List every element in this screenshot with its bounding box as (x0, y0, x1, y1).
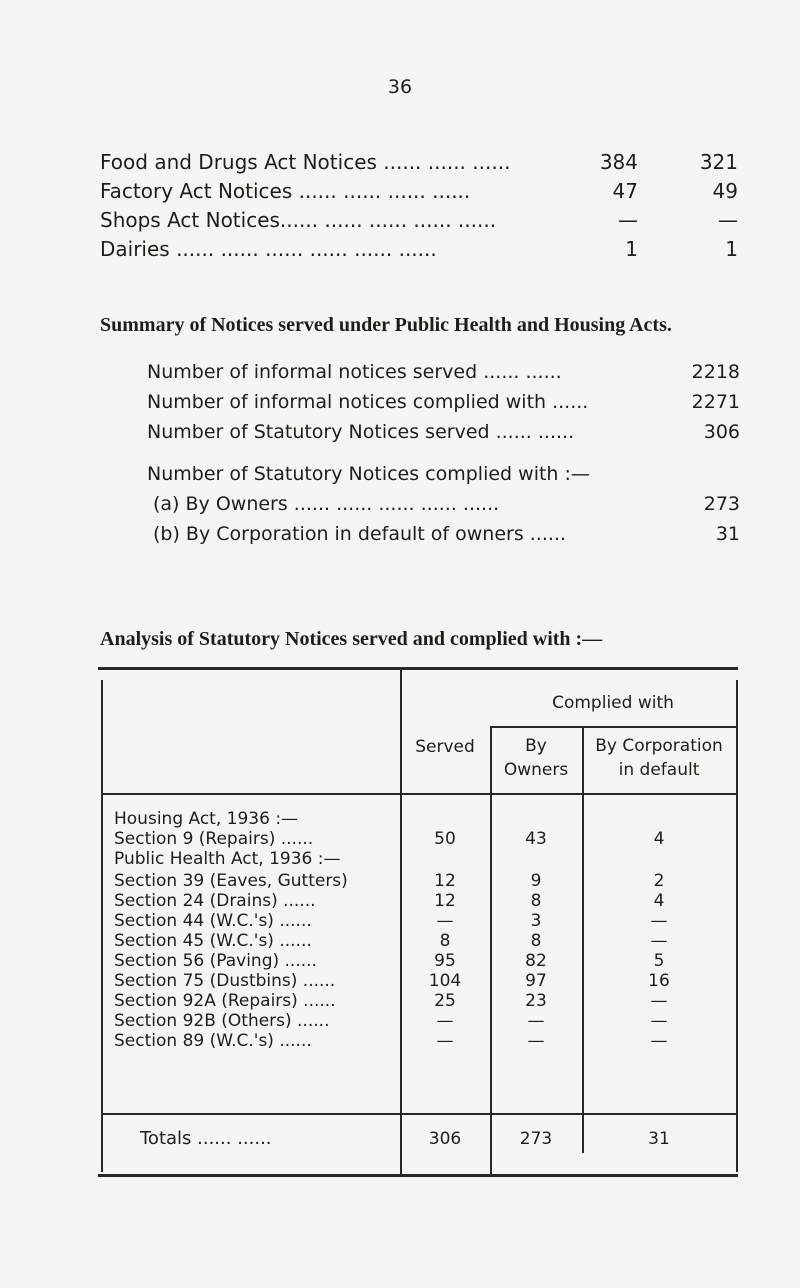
summary-list (147, 361, 740, 553)
notice-value: — (618, 208, 638, 232)
header-served: Served (415, 737, 475, 757)
table-row-label: Section 45 (W.C.'s) ...... (114, 931, 312, 951)
table-left-border (101, 680, 103, 1172)
cell-owners: 97 (525, 971, 547, 991)
cell-corp: — (650, 1011, 668, 1031)
summary-row (147, 391, 740, 421)
cell-corp: 4 (653, 829, 665, 849)
cell-corp: — (650, 1031, 668, 1051)
summary-value: 2218 (691, 361, 740, 383)
header-by-owners-line2: Owners (503, 760, 569, 780)
header-bottom-rule (101, 793, 736, 795)
cell-owners: — (527, 1031, 545, 1051)
cell-corp: 2 (653, 871, 665, 891)
cell-corp: — (650, 991, 668, 1011)
summary-value: 31 (715, 523, 740, 545)
cell-corp: 4 (653, 891, 665, 911)
notice-list (100, 150, 750, 266)
cell-corp: 16 (648, 971, 670, 991)
totals-top-rule (101, 1113, 736, 1115)
cell-served: 95 (434, 951, 456, 971)
summary-row (147, 421, 740, 451)
table-right-border (736, 680, 738, 1172)
notice-value: 321 (699, 150, 738, 174)
cell-corp: — (650, 911, 668, 931)
cell-served: 104 (428, 971, 462, 991)
totals-owners: 273 (519, 1129, 553, 1149)
summary-label: Number of informal notices complied with ...... (147, 391, 589, 413)
cell-served: 8 (439, 931, 451, 951)
summary-row (147, 463, 740, 493)
summary-label: (b) By Corporation in default of owners ...... (153, 523, 567, 545)
cell-served: — (436, 1031, 454, 1051)
summary-label: (a) By Owners ...... ...... ...... ...... ...... (153, 493, 500, 515)
table-row-label: Section 39 (Eaves, Gutters) (114, 871, 348, 891)
notice-row (100, 150, 750, 179)
notice-value: 1 (725, 237, 738, 261)
cell-served: — (436, 911, 454, 931)
notice-value: 384 (599, 150, 638, 174)
cell-served: — (436, 1011, 454, 1031)
notice-value: 47 (612, 179, 638, 203)
cell-owners: 43 (525, 829, 547, 849)
header-by-owners-line1: By (525, 736, 547, 756)
table-bottom-rule (98, 1174, 738, 1177)
table-top-rule (98, 667, 738, 670)
table-row-label: Housing Act, 1936 :— (114, 809, 299, 829)
summary-heading: Summary of Notices served under Public Health and Housing Acts. (100, 314, 672, 336)
cell-owners: 82 (525, 951, 547, 971)
cell-owners: — (527, 1011, 545, 1031)
cell-owners: 8 (530, 891, 542, 911)
totals-served: 306 (428, 1129, 462, 1149)
table-row-label: Section 9 (Repairs) ...... (114, 829, 314, 849)
summary-value: 273 (703, 493, 740, 515)
header-sub-rule (490, 726, 736, 728)
header-by-corp-line2: in default (618, 760, 700, 780)
cell-owners: 8 (530, 931, 542, 951)
notice-label: Food and Drugs Act Notices ...... ...... ...... (100, 150, 511, 174)
summary-value: 306 (703, 421, 740, 443)
table-row-label: Section 44 (W.C.'s) ...... (114, 911, 312, 931)
table-row-label: Section 56 (Paving) ...... (114, 951, 317, 971)
notice-row (100, 237, 750, 266)
page-number: 36 (387, 76, 413, 98)
cell-corp: 5 (653, 951, 665, 971)
cell-owners: 23 (525, 991, 547, 1011)
notice-value: 1 (625, 237, 638, 261)
summary-label: Number of informal notices served ...... ...... (147, 361, 562, 383)
summary-label: Number of Statutory Notices served ...... ...... (147, 421, 575, 443)
table-row-label: Section 75 (Dustbins) ...... (114, 971, 336, 991)
notice-label: Shops Act Notices...... ...... ...... ...... ...... (100, 208, 497, 232)
summary-label: Number of Statutory Notices complied with :— (147, 463, 590, 485)
cell-served: 25 (434, 991, 456, 1011)
cell-served: 50 (434, 829, 456, 849)
summary-row (147, 523, 740, 553)
cell-served: 12 (434, 871, 456, 891)
cell-owners: 9 (530, 871, 542, 891)
notice-value: — (718, 208, 738, 232)
header-complied-with: Complied with (552, 693, 674, 713)
table-row-label: Section 92B (Others) ...... (114, 1011, 330, 1031)
header-by-corp-line1: By Corporation (595, 736, 723, 756)
summary-row (147, 493, 740, 523)
table-row-label: Section 92A (Repairs) ...... (114, 991, 336, 1011)
summary-row (147, 361, 740, 391)
totals-corp: 31 (648, 1129, 670, 1149)
analysis-heading: Analysis of Statutory Notices served and complied with :— (100, 628, 603, 650)
notice-label: Dairies ...... ...... ...... ...... ...... ...... (100, 237, 437, 261)
notice-row (100, 208, 750, 237)
table-row-label: Section 89 (W.C.'s) ...... (114, 1031, 312, 1051)
cell-corp: — (650, 931, 668, 951)
cell-owners: 3 (530, 911, 542, 931)
totals-label: Totals ...... ...... (140, 1128, 272, 1149)
notice-label: Factory Act Notices ...... ...... ...... ...... (100, 179, 471, 203)
notice-row (100, 179, 750, 208)
table-row-label: Public Health Act, 1936 :— (114, 849, 341, 869)
summary-value: 2271 (691, 391, 740, 413)
cell-served: 12 (434, 891, 456, 911)
notice-value: 49 (712, 179, 738, 203)
table-row-label: Section 24 (Drains) ...... (114, 891, 316, 911)
col-divider-corp (582, 726, 584, 1153)
